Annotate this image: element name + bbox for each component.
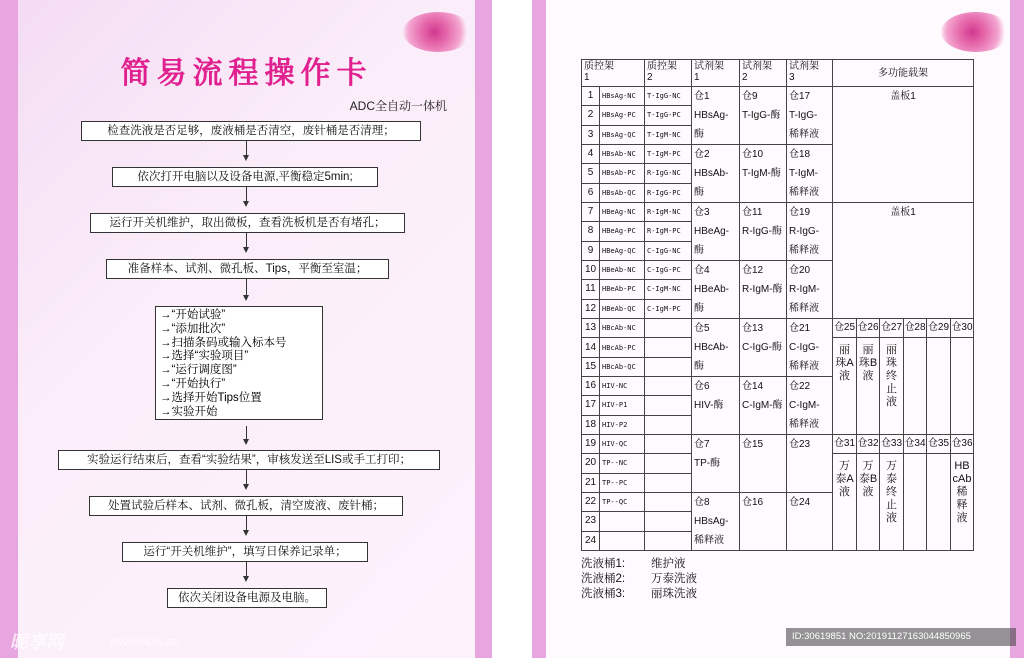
- qc2-cell: T-IgM-PC: [645, 145, 692, 164]
- row-number: 12: [582, 299, 600, 318]
- qc1-cell: TP--QC: [600, 492, 645, 511]
- row-number: 21: [582, 473, 600, 492]
- qc2-cell: [645, 415, 692, 434]
- row-number: 13: [582, 319, 600, 338]
- cover-plate-1: 盖板1: [833, 87, 974, 203]
- qc2-cell: C-IgM-PC: [645, 299, 692, 318]
- reagent2-slot: 仓9 T-IgG-酶: [740, 87, 787, 145]
- qc1-cell: HBsAb-PC: [600, 164, 645, 183]
- row-number: 9: [582, 241, 600, 260]
- multi-slot-label: 仓26: [857, 319, 880, 338]
- flow-step-6: 处置试验后样本、试剂、微孔板，清空废液、废针桶；: [89, 496, 403, 516]
- qc1-cell: TP--NC: [600, 454, 645, 473]
- header-reagent1: 试剂架 1: [692, 60, 740, 87]
- qc1-cell: HIV-P2: [600, 415, 645, 434]
- reagent3-slot: 仓18 T-IgM- 稀释液: [787, 145, 833, 203]
- row-number: 15: [582, 357, 600, 376]
- reagent2-slot: 仓13 C-IgG-酶: [740, 319, 787, 377]
- qc1-cell: HIV-P1: [600, 396, 645, 415]
- qc2-cell: [645, 531, 692, 550]
- row-number: 1: [582, 87, 600, 106]
- flow-arrow: [246, 187, 247, 205]
- reagent2-slot: 仓10 T-IgM-酶: [740, 145, 787, 203]
- reagent2-slot: 仓16: [740, 492, 787, 550]
- row-number: 4: [582, 145, 600, 164]
- multi-slot-label: 仓29: [927, 319, 951, 338]
- header-qc1: 质控架 1: [582, 60, 645, 87]
- reagent1-slot: 仓2 HBsAb-酶: [692, 145, 740, 203]
- flow-step-8: 依次关闭设备电源及电脑。: [167, 588, 327, 608]
- qc2-cell: [645, 454, 692, 473]
- row-number: 16: [582, 377, 600, 396]
- watermark-id: ID:30619851 NO:20191127163044850965: [786, 628, 1016, 646]
- row-number: 17: [582, 396, 600, 415]
- multi-slot-label: 仓33: [880, 435, 904, 454]
- reagent2-slot: 仓12 R-IgM-酶: [740, 261, 787, 319]
- qc2-cell: R-IgM-PC: [645, 222, 692, 241]
- table-row: [582, 435, 974, 454]
- multi-slot-content: [904, 338, 927, 435]
- row-number: 23: [582, 512, 600, 531]
- multi-slot-label: 仓31: [833, 435, 857, 454]
- substep-1: →“开始试验”: [160, 309, 226, 321]
- reagent3-slot: 仓21 C-IgG- 稀释液: [787, 319, 833, 377]
- reagent3-slot: 仓17 T-IgG- 稀释液: [787, 87, 833, 145]
- left-page: [0, 0, 492, 658]
- flow-arrow: [246, 562, 247, 580]
- reagent2-slot: 仓15: [740, 435, 787, 493]
- multi-slot-label: 仓30: [951, 319, 974, 338]
- reagent3-slot: 仓19 R-IgG- 稀释液: [787, 203, 833, 261]
- reagent1-slot: 仓3 HBeAg-酶: [692, 203, 740, 261]
- row-number: 7: [582, 203, 600, 222]
- qc2-cell: T-IgG-PC: [645, 106, 692, 125]
- qc2-cell: [645, 512, 692, 531]
- multi-slot-content: [927, 454, 951, 551]
- qc1-cell: [600, 512, 645, 531]
- wash-bucket-legend: [581, 557, 697, 602]
- row-number: 24: [582, 531, 600, 550]
- table-header-row: [582, 60, 974, 87]
- multi-slot-content: 万泰B液: [857, 454, 880, 551]
- flow-arrow: [246, 279, 247, 299]
- rose-decoration: [941, 12, 1011, 52]
- qc1-cell: HBeAb-QC: [600, 299, 645, 318]
- flow-step-3: 运行开关机维护，取出微板，查看洗板机是否有堵孔；: [90, 213, 405, 233]
- cover-plate-2: 盖板1: [833, 203, 974, 319]
- qc2-cell: [645, 319, 692, 338]
- qc1-cell: HIV-NC: [600, 377, 645, 396]
- qc1-cell: HBeAb-NC: [600, 261, 645, 280]
- qc1-cell: HBeAg-PC: [600, 222, 645, 241]
- reagent3-slot: 仓23: [787, 435, 833, 493]
- multi-slot-label: 仓28: [904, 319, 927, 338]
- flow-step-1: 检查洗液是否足够，废液桶是否清空，废针桶是否清理；: [81, 121, 421, 141]
- qc1-cell: HBsAg-QC: [600, 125, 645, 144]
- multi-slot-content: 万泰A液: [833, 454, 857, 551]
- page-gap: [492, 0, 532, 658]
- flow-arrow: [246, 470, 247, 488]
- page-title: 简易流程操作卡: [120, 57, 373, 90]
- qc2-cell: T-IgM-NC: [645, 125, 692, 144]
- multi-slot-content: 万泰终止液: [880, 454, 904, 551]
- watermark-logo: 昵享网: [10, 632, 64, 652]
- flow-step-5: 实验运行结束后，查看“实验结果”，审核发送至LIS或手工打印；: [58, 450, 440, 470]
- multi-slot-label: 仓36: [951, 435, 974, 454]
- substep-6: →“开始执行”: [160, 377, 226, 390]
- reagent1-slot: 仓6 HIV-酶: [692, 377, 740, 435]
- qc1-cell: HBeAg-NC: [600, 203, 645, 222]
- row-number: 22: [582, 492, 600, 511]
- rack-layout-table: [581, 59, 974, 551]
- substep-7: →选择开始Tips位置: [160, 391, 262, 404]
- substep-3: →扫描条码或输入标本号: [160, 336, 287, 349]
- qc1-cell: HBcAb-PC: [600, 338, 645, 357]
- qc1-cell: HBeAb-PC: [600, 280, 645, 299]
- header-qc2: 质控架 2: [645, 60, 692, 87]
- substep-5: →“运行调度图”: [160, 364, 237, 377]
- qc2-cell: [645, 396, 692, 415]
- row-number: 11: [582, 280, 600, 299]
- qc1-cell: HBcAb-QC: [600, 357, 645, 376]
- table-row: [582, 319, 974, 338]
- multi-slot-label: 仓32: [857, 435, 880, 454]
- row-number: 10: [582, 261, 600, 280]
- reagent1-slot: 仓1 HBsAg-酶: [692, 87, 740, 145]
- flow-arrow: [246, 516, 247, 534]
- legend-row: 洗液桶1: 维护液: [581, 558, 686, 570]
- multi-slot-label: 仓34: [904, 435, 927, 454]
- qc2-cell: [645, 435, 692, 454]
- qc2-cell: C-IgM-NC: [645, 280, 692, 299]
- legend-row: 洗液桶3: 丽珠洗液: [581, 588, 697, 600]
- multi-slot-content: [951, 338, 974, 435]
- legend-row: 洗液桶2: 万泰洗液: [581, 573, 697, 585]
- row-number: 5: [582, 164, 600, 183]
- reagent3-slot: 仓22 C-IgM- 稀释液: [787, 377, 833, 435]
- multi-slot-content: [927, 338, 951, 435]
- multi-slot-content: 丽珠B液: [857, 338, 880, 435]
- qc1-cell: HBsAb-NC: [600, 145, 645, 164]
- reagent2-slot: 仓11 R-IgG-酶: [740, 203, 787, 261]
- qc2-cell: C-IgG-PC: [645, 261, 692, 280]
- row-number: 20: [582, 454, 600, 473]
- qc2-cell: R-IgM-NC: [645, 203, 692, 222]
- qc2-cell: T-IgG-NC: [645, 87, 692, 106]
- row-number: 14: [582, 338, 600, 357]
- row-number: 8: [582, 222, 600, 241]
- qc2-cell: [645, 377, 692, 396]
- qc1-cell: HBsAb-QC: [600, 183, 645, 202]
- row-number: 3: [582, 125, 600, 144]
- substep-8: →实验开始: [160, 405, 218, 418]
- header-reagent2: 试剂架 2: [740, 60, 787, 87]
- substep-2: →“添加批次”: [160, 322, 226, 335]
- flow-substeps: [155, 306, 323, 420]
- qc1-cell: HBsAg-NC: [600, 87, 645, 106]
- reagent3-slot: 仓20 R-IgM- 稀释液: [787, 261, 833, 319]
- flow-step-2: 依次打开电脑以及设备电源,平衡稳定5min;: [112, 167, 378, 187]
- header-reagent3: 试剂架 3: [787, 60, 833, 87]
- row-number: 2: [582, 106, 600, 125]
- qc2-cell: R-IgG-PC: [645, 183, 692, 202]
- row-number: 19: [582, 435, 600, 454]
- qc1-cell: HBcAb-NC: [600, 319, 645, 338]
- multi-slot-content: 丽珠终止液: [880, 338, 904, 435]
- qc1-cell: [600, 531, 645, 550]
- multi-slot-content: 丽珠A液: [833, 338, 857, 435]
- qc2-cell: R-IgG-NC: [645, 164, 692, 183]
- qc1-cell: HIV-QC: [600, 435, 645, 454]
- rose-decoration: [403, 12, 473, 52]
- flow-arrow: [246, 141, 247, 159]
- table-row: [582, 203, 974, 222]
- reagent1-slot: 仓4 HBeAb-酶: [692, 261, 740, 319]
- multi-slot-content: [904, 454, 927, 551]
- qc2-cell: [645, 492, 692, 511]
- flow-step-7: 运行“开关机维护”，填写日保养记录单；: [122, 542, 368, 562]
- qc2-cell: [645, 357, 692, 376]
- qc1-cell: TP--PC: [600, 473, 645, 492]
- flow-arrow: [246, 233, 247, 251]
- multi-slot-label: 仓27: [880, 319, 904, 338]
- flow-step-4: 准备样本、试剂、微孔板、Tips，平衡至室温；: [106, 259, 389, 279]
- watermark-url: www.nipic.cn: [110, 634, 180, 648]
- substep-4: →选择“实验项目”: [160, 350, 249, 363]
- device-name: ADC全自动一体机: [349, 99, 447, 113]
- reagent1-slot: 仓5 HBcAb-酶: [692, 319, 740, 377]
- multi-slot-label: 仓25: [833, 319, 857, 338]
- qc2-cell: C-IgG-NC: [645, 241, 692, 260]
- qc1-cell: HBsAg-PC: [600, 106, 645, 125]
- table-row: [582, 87, 974, 106]
- reagent1-slot: 仓8 HBsAg- 稀释液: [692, 492, 740, 550]
- multi-slot-content: HBcAb稀释液: [951, 454, 974, 551]
- qc2-cell: [645, 473, 692, 492]
- qc1-cell: HBeAg-QC: [600, 241, 645, 260]
- row-number: 6: [582, 183, 600, 202]
- qc2-cell: [645, 338, 692, 357]
- row-number: 18: [582, 415, 600, 434]
- reagent1-slot: 仓7 TP-酶: [692, 435, 740, 493]
- header-multi: 多功能载架: [833, 60, 974, 87]
- reagent2-slot: 仓14 C-IgM-酶: [740, 377, 787, 435]
- flow-arrow: [246, 426, 247, 443]
- multi-slot-label: 仓35: [927, 435, 951, 454]
- reagent3-slot: 仓24: [787, 492, 833, 550]
